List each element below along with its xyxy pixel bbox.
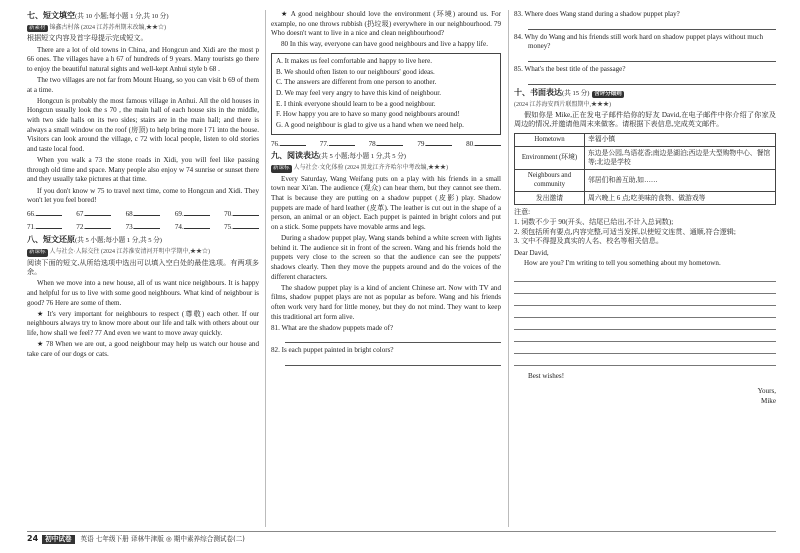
question-84: 84. Why do Wang and his friends still work hard on shadow puppet plays without much money? — [514, 32, 763, 51]
option-item: D. We may feel very angry to have this kind of neighbour. — [276, 88, 441, 97]
answer-row-76-80 — [271, 138, 501, 150]
note-item: 1. 词数不少于 90(开头、结尾已给出,不计入总词数); — [514, 218, 674, 226]
answer-blank[interactable]: 75. — [224, 221, 259, 233]
table-key: Neighbours and community — [515, 169, 585, 191]
passage-paragraph: When you walk a 73 the stone roads in Xidi, you will feel like passing through old time and space. Many people also enjoy w 74 sunrise or sunset there and they usually take pictures at that time. — [27, 156, 259, 184]
table-row — [515, 192, 776, 205]
answer-blank[interactable]: 72. — [76, 221, 111, 233]
answer-blank[interactable]: 78. — [369, 138, 404, 150]
table-value: 邻居们和善互助,如…… — [585, 169, 776, 191]
section-7-title: 七、短文填空(共 10 小题;每小题 1 分,共 10 分) — [27, 11, 169, 20]
section-7-instruction: 根据短文内容及首字母提示完成短文。 — [27, 34, 148, 43]
answer-line[interactable] — [528, 53, 776, 62]
section-8-instruction: 阅读下面的短文,从所给选项中选出可以填入空白处的最佳选项。有两项多余。 — [27, 258, 259, 277]
footer-text: 英语 七年级下册 译林牛津版 ◎ 期中素养综合测试卷(二) — [80, 535, 245, 544]
answer-blank[interactable]: 76. — [271, 138, 306, 150]
table-row — [515, 147, 776, 169]
answer-line[interactable] — [285, 334, 501, 343]
answer-blank[interactable]: 71. — [27, 221, 62, 233]
section-10-title: 十、书面表达(共 15 分) 含评分细则 — [514, 87, 622, 97]
section-8-tagline: 新课标 人与社会·人际交往 (2024 江苏淮安清河开明中学期中,★★☆) — [29, 249, 211, 256]
writing-area[interactable] — [514, 270, 776, 366]
notes-title: 注意: — [514, 208, 531, 217]
question-82: 82. Is each puppet painted in bright colors? — [271, 346, 394, 355]
info-table — [514, 133, 776, 205]
answer-blank[interactable]: 74. — [175, 221, 210, 233]
section-9-title: 九、阅读表达(共 5 小题;每小题 1 分,共 5 分) — [271, 151, 406, 161]
option-item: A. It makes us feel comfortable and happy to live here. — [276, 57, 433, 66]
answer-blank[interactable]: 67. — [76, 208, 111, 220]
question-81: 81. What are the shadow puppets made of? — [271, 323, 393, 332]
column-divider — [508, 10, 509, 527]
passage-paragraph: Every Saturday, Wang Weifang puts on a play with his friends in a small town near Xi'an. The audience (观众) can hear them, but they cannot see them. That is because they are putting on a shadow puppet (皮影) play. Shadow puppets are made of hard leather (皮革). The leather is cut out in the shape of a person, an animal or an object. Each puppet is painted in bright colors and put on a stick. Some puppets have movable arms and legs. — [271, 174, 501, 231]
note-item: 3. 文中不得提及真实的人名、校名等相关信息。 — [514, 237, 663, 246]
answer-blank[interactable]: 70. — [224, 208, 259, 220]
answer-line[interactable] — [528, 21, 776, 30]
table-row — [515, 133, 776, 146]
options-box — [271, 53, 501, 134]
option-item: G. A good neighbour is glad to give us a hand when we need help. — [276, 120, 464, 129]
table-key: 发出邀请 — [515, 192, 585, 205]
letter-opening: How are you? I'm writing to tell you something about my hometown. — [524, 258, 721, 267]
table-value: 周六晚上 6 点;吃美味的食物、做游戏等 — [585, 192, 776, 205]
passage-paragraph: The two villages are not far from Mount Huang, so you can visit b 69 of them at a time. — [27, 75, 259, 94]
option-item: C. The answers are different from one person to another. — [276, 78, 437, 87]
passage-paragraph: ★ It's very important for neighbours to respect (尊敬) each other. If our neighbours always try to know more about our life and talk with others about our life, how shall we feel? 77 And even we want to move away quickly. — [27, 309, 259, 337]
column-right — [514, 10, 776, 407]
answer-line[interactable] — [528, 76, 776, 85]
answer-blank[interactable]: 77. — [320, 138, 355, 150]
answer-blank[interactable]: 68. — [126, 208, 161, 220]
option-item: B. We should often listen to our neighbours' good ideas. — [276, 67, 435, 76]
section-9-tagline: 新课标 人与社会·文化体验 (2024 黑龙江齐齐哈尔中考改编,★★★) — [273, 165, 449, 172]
answer-blank[interactable]: 66. — [27, 208, 62, 220]
question-83: 83. Where does Wang stand during a shadow puppet play? — [514, 10, 680, 18]
answer-blank[interactable]: 73. — [126, 221, 161, 233]
passage-paragraph: 80 In this way, everyone can have good neighbours and live a happy life. — [281, 40, 488, 49]
answer-blank[interactable]: 69. — [175, 208, 210, 220]
table-value: 幸福小镇 — [585, 133, 776, 146]
passage-paragraph: ★ 78 When we are out, a good neighbour may help us watch our house and take care of our dogs or cats. — [27, 340, 259, 358]
answer-row-66-70 — [27, 208, 259, 220]
table-key: Hometown — [515, 133, 585, 146]
passage-paragraph: When we move into a new house, all of us want nice neighbours. It is happy and helpful for us to live with some good neighbours. What kind of neighbour is good? 76 Here are some of them. — [27, 279, 259, 307]
passage-paragraph: Hongcun is probably the most famous village in Anhui. All the old houses in Hongcun usually look the s 70 , the main hall of each house sits in the middle, with two side halls on its two sides; stairs are in the main hall; and there is always a small window on the roof (房顶) to help bring more l 71 into the house. Visitors can look around the village, c 72 with local people, listen to old stories and taste local food. — [27, 96, 259, 153]
section-7-tagline: 新素材 锦鑫古村落 (2024 江苏苏州期末改编,★★☆) — [29, 24, 167, 31]
passage-paragraph: ★ A good neighbour should love the environment (环境) around us. For example, no one throws rubbish (扔垃圾) everywhere in our neighbourhood. 79 Who doesn't want to live in a nice and clean neighbourhood? — [271, 10, 501, 38]
table-key: Environment (环境) — [515, 147, 585, 169]
letter-closing: Best wishes! — [528, 371, 565, 380]
passage-paragraph: There are a lot of old towns in China, and Hongcun and Xidi are the most p 66 ones. The villages have a h 67 of hundreds of 9 years. Many tourists go there to enjoy the beautiful natural sights and well-kept Anhui style b 68 . — [27, 45, 259, 73]
answer-row-71-75 — [27, 221, 259, 233]
letter-signature: Mike — [761, 396, 776, 405]
column-left — [27, 10, 259, 361]
option-item: F. How happy you are to have so many good neighbours around! — [276, 110, 460, 119]
page-footer — [27, 531, 776, 547]
option-item: E. I think everyone should learn to be a good neighbour. — [276, 99, 436, 108]
question-85: 85. What's the best title of the passage? — [514, 64, 626, 73]
letter-greeting: Dear David, — [514, 248, 549, 257]
passage-paragraph: If you don't know w 75 to travel next time, come to Hongcun and Xidi. They won't let you feel bored! — [27, 186, 259, 205]
column-divider — [265, 10, 266, 527]
letter-yours: Yours, — [757, 387, 776, 396]
page-number: 24 — [27, 534, 39, 544]
answer-blank[interactable]: 80. — [466, 138, 501, 150]
table-value: 东边是公园,鸟语花香;南边是湖泊;西边是大型购物中心、餐馆等;北边是学校 — [585, 147, 776, 169]
table-row — [515, 169, 776, 191]
answer-blank[interactable]: 79. — [417, 138, 452, 150]
passage-paragraph: During a shadow puppet play, Wang stands behind a white screen with lights behind it. The audience sit in front of the screen. Wang and his friends hold the puppets very close to the screen so that the audience can see the puppets' shadows clearly. Then they move the puppets around and do the voices of the different characters. — [271, 233, 501, 281]
section-10-instruction: 假如你是 Mike,正在发电子邮件给你的好友 David,在电子邮件中你介绍了你家及周边的情况,并邀请他周末来做客。请根据下表信息,完成英文邮件。 — [514, 110, 776, 129]
brand-label: 初中试卷 — [42, 535, 74, 544]
answer-line[interactable] — [285, 357, 501, 366]
column-middle — [271, 10, 501, 369]
section-8-title: 八、短文还原(共 5 小题;每小题 1 分,共 5 分) — [27, 235, 162, 245]
section-10-tagline: (2024 江苏海安西片联盟期中,★★★) — [514, 101, 611, 108]
note-item: 2. 须包括所有要点,内容完整,可适当发挥,以使短文连贯、通顺,符合逻辑; — [514, 227, 736, 236]
passage-paragraph: The shadow puppet play is a kind of ancient Chinese art. Now with TV and films, shadow puppet plays are not as popular as before. Wang and his friends often work very hard for little money, but they do not mind. They want to keep this traditional art form alive. — [271, 283, 501, 321]
